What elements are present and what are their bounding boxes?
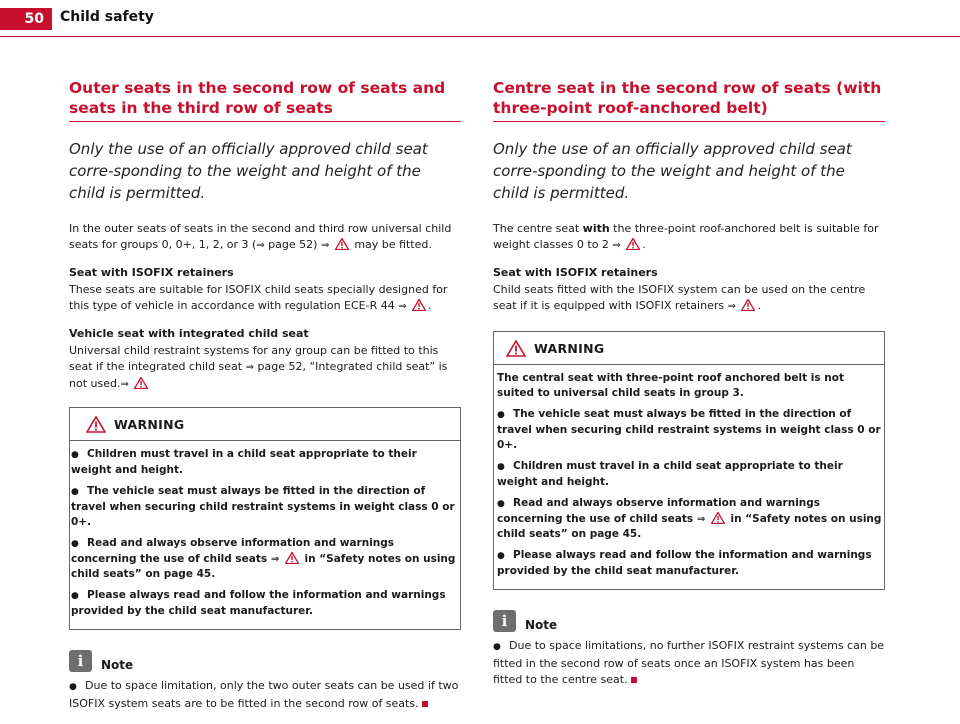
bullet-icon: ● (69, 682, 77, 692)
arrow-icon: ⇒ (398, 301, 407, 312)
bullet-icon: ● (71, 487, 79, 497)
note-text: ● Due to space limitations, no further ISOFIX restraint systems can be fitted in the second row of seats once an ISOFIX system has been fitted to the centre seat. (493, 639, 885, 686)
header-rule (0, 36, 960, 37)
warning-triangle-icon[interactable] (711, 512, 725, 524)
bullet-icon: ● (497, 499, 505, 509)
warning-header (494, 332, 884, 365)
bullet-icon: ● (71, 450, 79, 460)
left-column (69, 78, 461, 724)
subheading-isofix: Seat with ISOFIX retainers (493, 266, 658, 279)
section-heading-outer-seats: Outer seats in the second row of seats and seats in the third row of seats (69, 78, 461, 122)
section-heading-centre-seat: Centre seat in the second row of seats (with three-point roof-anchored belt) (493, 78, 885, 122)
warning-triangle-icon (506, 340, 526, 357)
arrow-icon: ⇒ (245, 362, 254, 373)
paragraph: The centre seat with the three-point roof-anchored belt is suitable for weight classes 0 to 2 ⇒ . (493, 222, 879, 251)
arrow-icon: ⇒ (256, 240, 265, 251)
arrow-icon: ⇒ (270, 554, 280, 565)
warning-header (70, 408, 460, 441)
warning-intro: The central seat with three-point roof anchored belt is not suited to universal child seats in group 3. (497, 372, 845, 399)
arrow-icon: ⇒ (120, 379, 129, 390)
warning-triangle-icon[interactable] (412, 299, 426, 311)
warning-triangle-icon[interactable] (134, 377, 148, 389)
bullet-icon: ● (71, 591, 79, 601)
right-column (493, 78, 885, 701)
paragraph: In the outer seats of seats in the second and third row universal child seats for groups 0, 0+, 1, 2, or 3 (⇒ page 52) ⇒ may be fitted. (69, 222, 452, 251)
bullet-icon: ● (497, 551, 505, 561)
note-label: Note (101, 658, 134, 672)
warning-item: ● Read and always observe information and warnings concerning the use of child seats ⇒ in “Safety notes on using child seats” on page 45. (71, 537, 456, 580)
paragraph: Child seats fitted with the ISOFIX system can be used on the centre seat if it is equipped with ISOFIX retainers ⇒ . (493, 283, 866, 312)
warning-item: ● Please always read and follow the information and warnings provided by the child seat manufacturer. (71, 589, 446, 617)
warning-triangle-icon[interactable] (285, 552, 299, 564)
arrow-icon: ⇒ (727, 301, 736, 312)
info-note-icon: i (493, 610, 516, 632)
section-end-mark (422, 701, 428, 707)
running-title: Child safety (60, 9, 154, 25)
warning-item: ● Children must travel in a child seat appropriate to their weight and height. (497, 460, 843, 488)
note-label: Note (525, 618, 558, 632)
subheading-isofix: Seat with ISOFIX retainers (69, 266, 234, 279)
paragraph: Universal child restraint systems for any group can be fitted to this seat if the integrated child seat ⇒ page 52, “Integrated child seat” is not used.⇒ (69, 344, 448, 390)
note-block (69, 648, 461, 712)
bullet-icon: ● (497, 410, 505, 420)
arrow-icon: ⇒ (320, 240, 330, 251)
warning-title: WARNING (114, 416, 185, 432)
lead-text: Only the use of an officially approved child seat corre-sponding to the weight and height of the child is permitted. (69, 140, 428, 202)
arrow-icon: ⇒ (612, 240, 621, 251)
warning-item: ● Children must travel in a child seat appropriate to their weight and height. (71, 448, 417, 476)
page-number: 50 (0, 8, 52, 30)
warning-triangle-icon (86, 416, 106, 433)
lead-text: Only the use of an officially approved child seat corre-sponding to the weight and height of the child is permitted. (493, 140, 852, 202)
warning-item: ● Please always read and follow the information and warnings provided by the child seat manufacturer. (497, 549, 872, 577)
warning-triangle-icon[interactable] (741, 299, 755, 311)
note-text: ● Due to space limitation, only the two outer seats can be used if two ISOFIX system seats are to be fitted in the second row of seats. (69, 679, 459, 710)
warning-title: WARNING (534, 340, 605, 356)
paragraph: These seats are suitable for ISOFIX child seats specially designed for this type of vehicle in accordance with regulation ECE-R 44 ⇒ . (69, 283, 448, 312)
section-end-mark (631, 677, 637, 683)
subheading-integrated-seat: Vehicle seat with integrated child seat (69, 327, 309, 340)
bullet-icon: ● (497, 462, 505, 472)
info-note-icon: i (69, 650, 92, 672)
note-block (493, 608, 885, 689)
warning-item: ● Read and always observe information and warnings concerning the use of child seats ⇒ in “Safety notes on using child seats” on page 45. (497, 497, 882, 540)
bullet-icon: ● (71, 539, 79, 549)
warning-item: ● The vehicle seat must always be fitted in the direction of travel when securing child restraint systems in weight class 0 or 0+. (71, 485, 455, 528)
warning-box (69, 407, 461, 630)
page-header (0, 0, 960, 37)
bullet-icon: ● (493, 642, 501, 652)
warning-box (493, 331, 885, 590)
arrow-icon: ⇒ (696, 514, 706, 525)
warning-item: ● The vehicle seat must always be fitted in the direction of travel when securing child restraint systems in weight class 0 or 0+. (497, 408, 881, 451)
warning-triangle-icon[interactable] (626, 238, 640, 250)
warning-triangle-icon[interactable] (335, 238, 349, 250)
